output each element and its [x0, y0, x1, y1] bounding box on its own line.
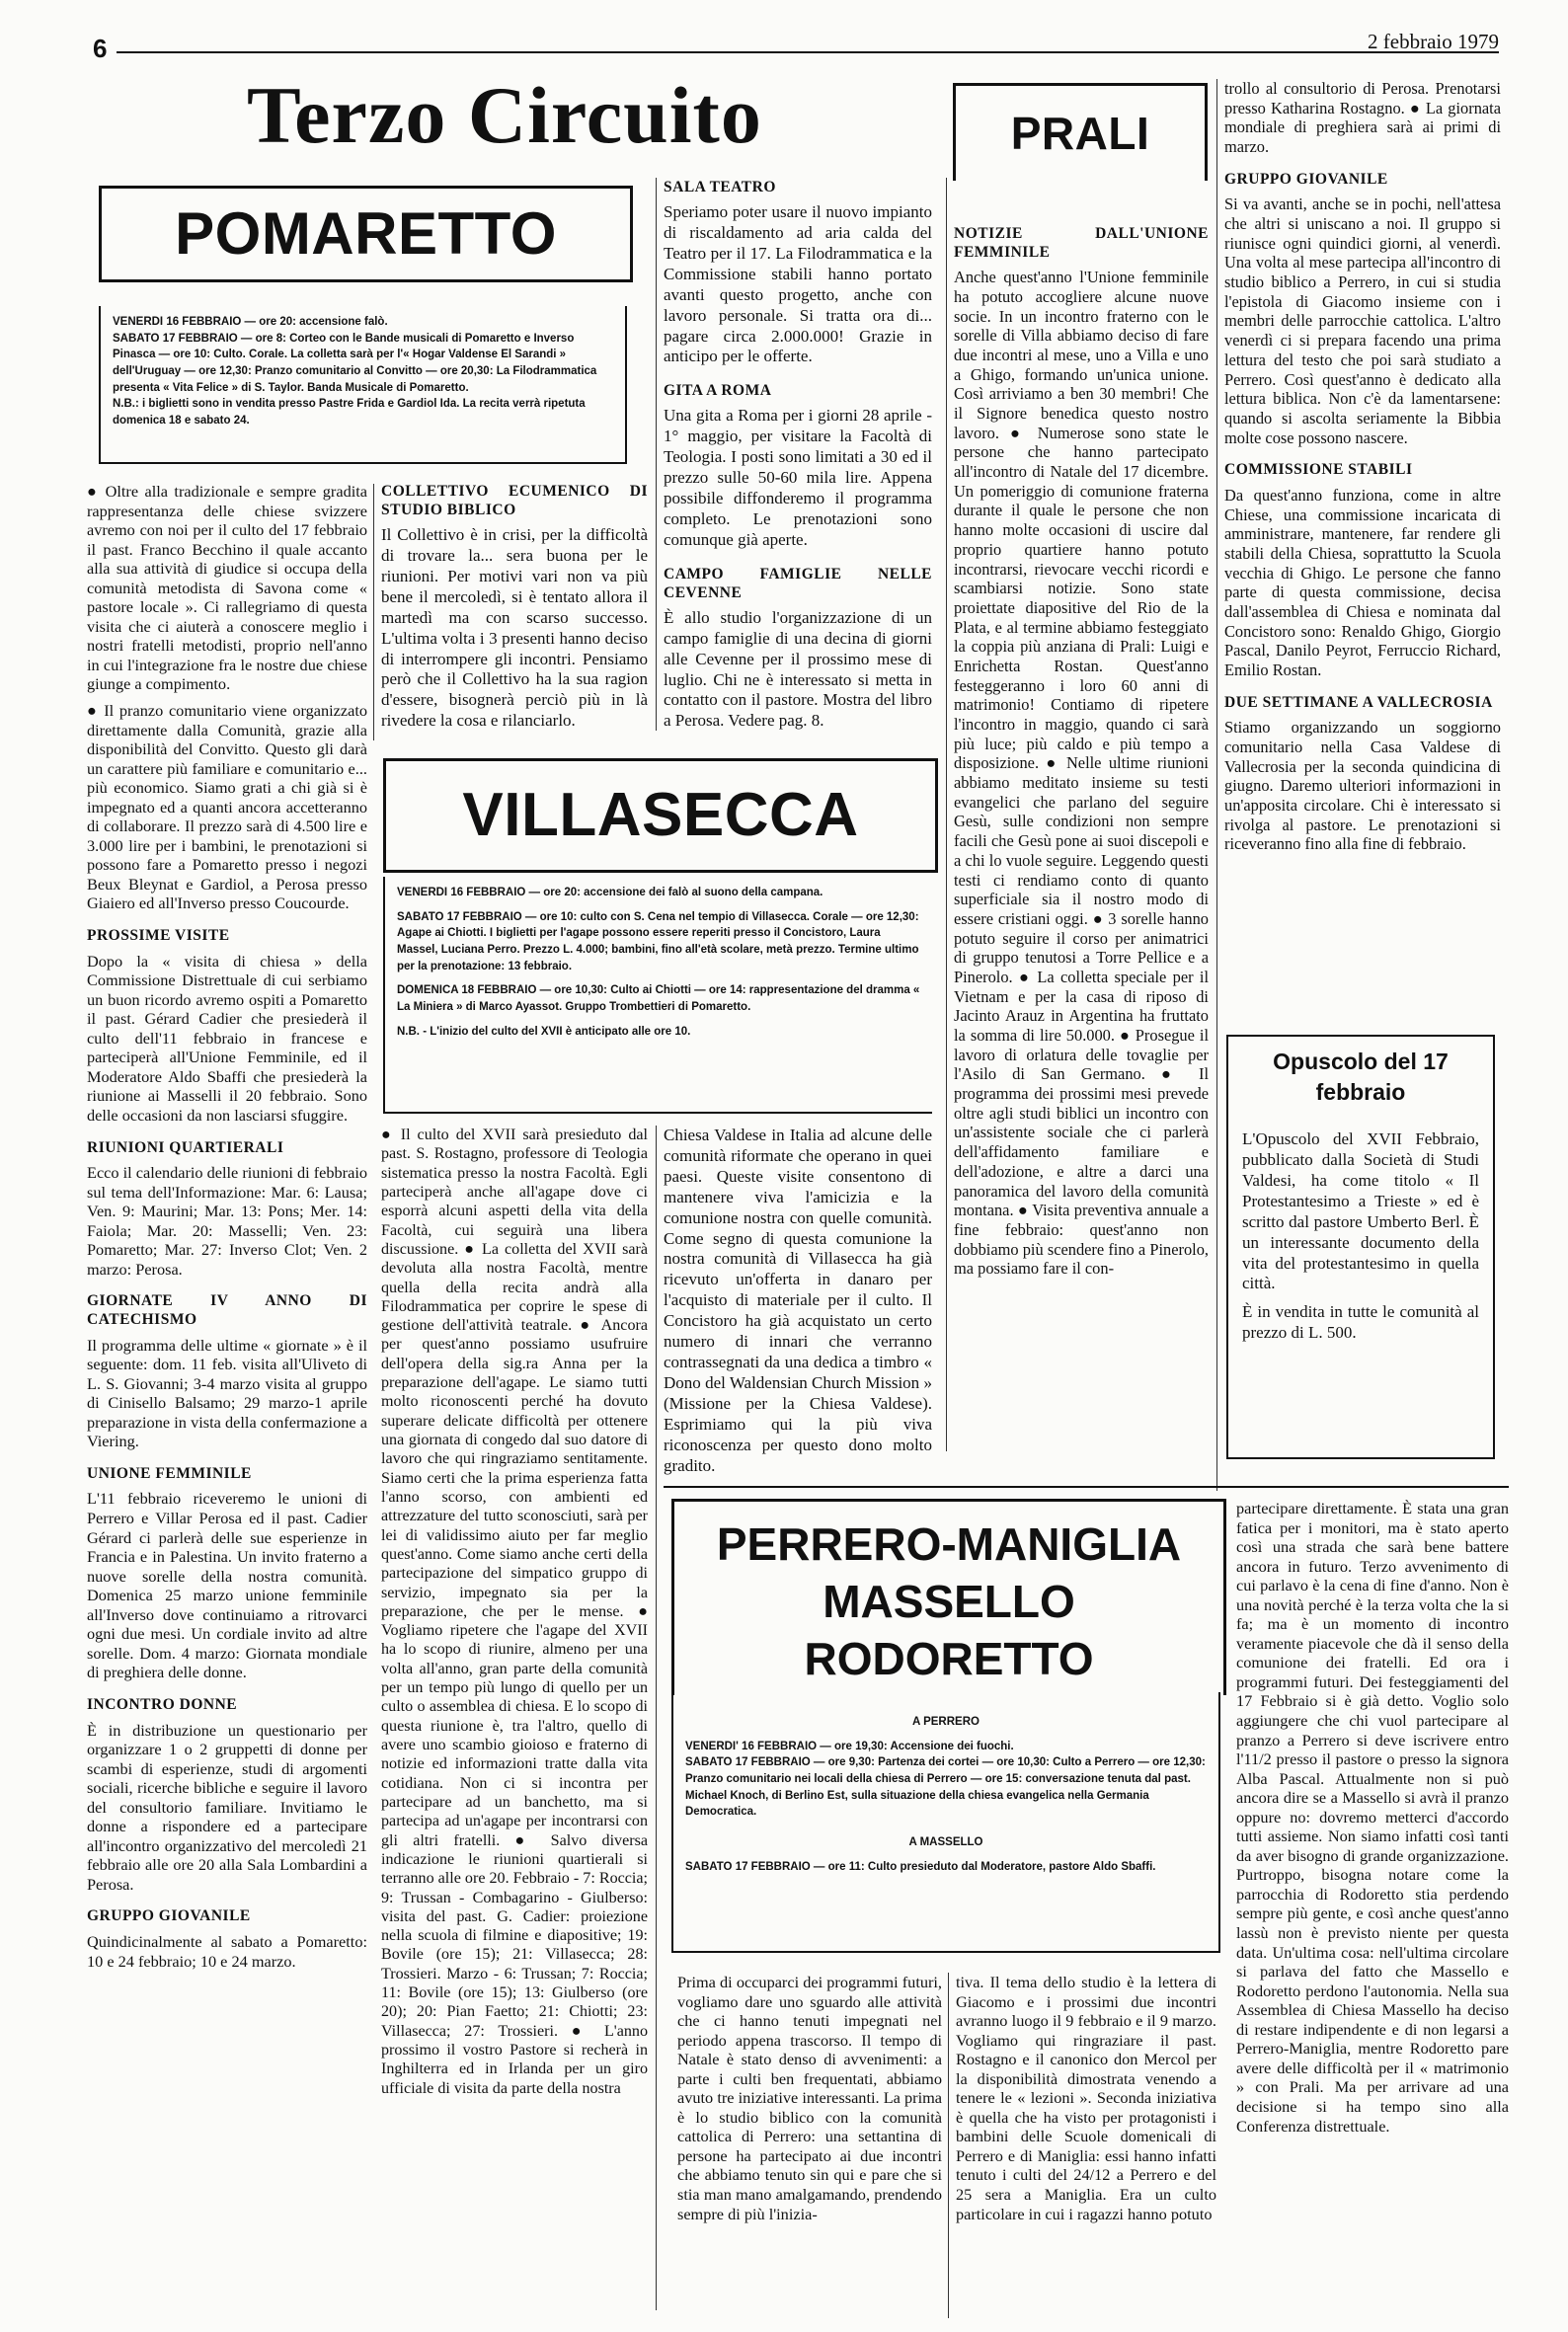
opuscolo-text: L'Opuscolo del XVII Febbraio, pubblicato dalla Società di Studi Valdesi, ha come titolo « Il Protestantesimo a Trieste » ed è scritto dal pastore Umberto Berl. È un interessante documento della vita del protestantesimo in quella città.	[1242, 1129, 1479, 1293]
article-paragraph: ● Il pranzo comunitario viene organizzato direttamente dalla Comunità, grazie alla disponibilità del Convitto. Questo gli darà un carattere più familiare e comunitario e... più economico. Siamo grati a chi già si è impegnato ed a quanti ancora accetteranno di collaborare. Il prezzo sarà di 4.500 lire e 3.000 lire per i bambini, le prenotazioni si possono fare a Pomaretto presso i negozi Beux Bleynat e Gardiol, a Perosa presso Giaiero ed all'Inverso presso Coucourde.	[87, 701, 367, 913]
article-paragraph: È in distribuzione un questionario per organizzare 1 o 2 gruppetti di donne per scambi di esperienze, studi di argomenti sociali, ricerche bibliche e seguire il lavoro del consultorio familiare. Invitiamo le donne a rispondere ed a partecipare all'incontro organizzativo del mercoledì 21 febbraio alle ore 20 alla Sala Lombardini a Perosa.	[87, 1720, 367, 1894]
pomaretto-schedule	[99, 306, 627, 464]
section-heading: CAMPO FAMIGLIE NELLE CEVENNE	[664, 565, 932, 601]
perrero-title-box	[671, 1499, 1226, 1695]
article-paragraph: Una gita a Roma per i giorni 28 aprile - 1° maggio, per visitare la Facoltà di Teologia. I posti sono limitati a 30 ed il prezzo sulle 50-60 mila lire. Appena possibile diffonderemo il programma completo. Le prenotazioni sono comunque già aperte.	[664, 406, 932, 549]
opuscolo-title: Opuscolo del 17 febbraio	[1273, 1049, 1449, 1106]
pomaretto-title-box	[99, 186, 633, 282]
schedule-line: VENERDI 16 FEBBRAIO — ore 20: accensione dei falò al suono della campana.	[397, 887, 823, 898]
article-paragraph: Prima di occuparci dei programmi futuri, vogliamo dare uno sguardo alle attività che ci hanno tenuti impegnati nel periodo appena trascorso. Il tempo di Natale è stato denso di avvenimenti: a parte i culti ben frequentati, abbiamo avuto tre iniziative interessanti. La prima è lo studio biblico con la comunità cattolica di Perrero: una settantina di persone ha partecipato ai due incontri che abbiamo tenuto sin qui e pare che si stia man mano amalgamando, prendendo sempre di più l'inizia-	[677, 1973, 942, 2223]
article-paragraph: tiva. Il tema dello studio è la lettera di Giacomo e i prossimi due incontri avranno luogo il 9 febbraio e il 9 marzo. Vogliamo qui ringraziare il past. Rostagno e il canonico don Mercol per la disponibilità dimostrata venendo a tenere le « lezioni ». Seconda iniziativa è quella che ha visto per protagonisti i bambini delle Scuole domenicali di Perrero e di Maniglia: essi hanno infatti tenuto i culti del 24/12 a Perrero e del 25 sera a Maniglia. Era un culto particolare in cui i ragazzi hanno potuto	[956, 1973, 1216, 2223]
column-divider	[1216, 79, 1217, 1491]
article-paragraph: Dopo la « visita di chiesa » della Commissione Distrettuale di cui serbiamo un buon ricordo avremo ospiti a Pomaretto il past. Gérard Cadier che presiederà il culto dell'11 febbraio in francese e parteciperà all'Unione Femminile, ed il Moderatore Aldo Sbaffi che presiederà la riunione ai Masselli il 20 febbraio. Sono delle occasioni da non lasciarsi sfuggire.	[87, 951, 367, 1125]
article-paragraph: Da quest'anno funziona, come in altre Chiese, una commissione incaricata di amministrare, mantenere, far rendere gli stabili della Chiesa, soprattutto la Scuola vecchia di Ghigo. Le persone che fanno parte di questa commissione, decisa dall'assemblea di Chiesa e nominata dal Concistoro sono: Renaldo Ghigo, Giorgio Pascal, Danilo Peyrot, Ferruccio Richard, Emilio Rostan.	[1224, 485, 1501, 680]
section-heading: GITA A ROMA	[664, 382, 772, 400]
article-paragraph: L'11 febbraio riceveremo le unioni di Perrero e Villar Perosa ed il past. Cadier Gérard ci parlerà delle sue esperienze in Francia e in Palestina. Un invito fraterno a nuove sorelle della nostra comunità. Domenica 25 marzo unione femminile all'Inverso dove continuiamo a ritrovarci ogni due mesi. Un cordiale invito ad altre sorelle. Dom. 4 marzo: Giornata mondiale di preghiera delle donne.	[87, 1489, 367, 1682]
article-paragraph: Il programma delle ultime « giornate » è il seguente: dom. 11 feb. visita all'Uliveto di L. S. Giovanni; 3-4 marzo visita al gruppo di Cinisello Balsamo; 29 marzo-1 aprile preparazione in vista della confermazione a Viering.	[87, 1335, 367, 1451]
schedule-line: SABATO 17 FEBBRAIO — ore 9,30: Partenza dei cortei — ore 10,30: Culto a Perrero — ore 12,30: Pranzo comunitario nei locali della chiesa di Perrero — ore 15: conversazione tenuta dal past. Michael Knoch, di Berlino Est, sulla situazione della chiesa evangelica nella Germania Democratica.	[685, 1756, 1206, 1819]
villasecca-column-1	[381, 1126, 648, 2325]
column-divider	[373, 484, 374, 740]
article-paragraph: trollo al consultorio di Perosa. Prenotarsi presso Katharina Rostagno. ● La giornata mondiale di preghiera sarà ai primi di marzo.	[1224, 79, 1501, 157]
schedule-line: VENERDI 16 FEBBRAIO — ore 20: accensione falò.	[113, 316, 388, 328]
opuscolo-box	[1226, 1035, 1495, 1459]
perrero-column-3	[1236, 1499, 1509, 2328]
page-number: 6	[93, 34, 108, 63]
villasecca-title: VILLASECCA	[462, 781, 859, 849]
section-heading: GRUPPO GIOVANILE	[1224, 170, 1388, 188]
article-paragraph: Speriamo poter usare il nuovo impianto di riscaldamento ad aria calda del Teatro per il 17. La Filodrammatica e la Commissione stabili hanno portato avanti questo progetto, anche con lavoro personale. Si tratta ora di... pagare circa 2.000.000! Grazie in anticipo per le offerte.	[664, 202, 932, 366]
issue-date: 2 febbraio 1979	[1368, 30, 1499, 53]
section-heading: UNIONE FEMMINILE	[87, 1464, 252, 1482]
pomaretto-column-3	[664, 178, 932, 738]
villasecca-schedule	[383, 877, 932, 1114]
header-rule	[117, 51, 1499, 53]
schedule-line: SABATO 17 FEBBRAIO — ore 8: Corteo con le Bande musicali di Pomaretto e Inverso Pinasca — ore 10: Culto. Corale. La colletta sarà per l'« Hogar Valdense El Sarandi » dell'Uruguay — ore 12,30: Pranzo comunitario al Convitto — ore 20,30: La Filodrammatica presenta « Vita Felice » di S. Taylor. Banda Musicale di Pomaretto.	[113, 332, 597, 394]
page-title: Terzo Circuito	[247, 70, 762, 160]
section-heading: PROSSIME VISITE	[87, 927, 230, 945]
section-heading: GRUPPO GIOVANILE	[87, 1907, 251, 1925]
schedule-line: DOMENICA 18 FEBBRAIO — ore 10,30: Culto ai Chiotti — ore 14: rappresentazione del dramma « La Miniera » di Marco Ayassot. Gruppo Trombettieri di Pomaretto.	[397, 984, 920, 1014]
massello-schedule-heading: A MASSELLO	[908, 1836, 983, 1849]
prali-column-2	[1224, 79, 1501, 997]
section-heading: DUE SETTIMANE A VALLECROSIA	[1224, 693, 1493, 711]
perrero-column-2	[956, 1973, 1216, 2328]
article-paragraph: Quindicinalmente al sabato a Pomaretto: 10 e 24 febbraio; 10 e 24 marzo.	[87, 1932, 367, 1971]
section-rule	[664, 1486, 1509, 1488]
article-paragraph: Si va avanti, anche se in pochi, nell'attesa che altri si uniscano a noi. Il gruppo si riunisce ogni quindici giorni, al venerdì. Una volta al mese partecipa all'incontro di studio biblico a Perrero, in cui si studia l'epistola di Giacomo insieme con i membri delle parrocchie cattolica. L'altro venerdì ci si prepara facendo una prima lettura del testo che poi sarà studiato a Perrero. Così quest'anno è dedicato alla lettura biblica. Non c'è da lamentarsene: quando si ascolta seriamente la Bibbia molte cose possono nascere.	[1224, 194, 1501, 447]
section-heading: RIUNIONI QUARTIERALI	[87, 1138, 284, 1156]
column-divider	[946, 178, 947, 1451]
pomaretto-column-1	[87, 482, 367, 2328]
schedule-line: VENERDI' 16 FEBBRAIO — ore 19,30: Accensione dei fuochi.	[685, 1740, 1014, 1752]
column-divider	[656, 1126, 657, 2310]
article-paragraph: partecipare direttamente. È stata una gran fatica per i monitori, ma è stato aperto così una strada che sarà bene battere ancora in futuro. Terzo avvenimento di cui parlavo è la cena di fine d'anno. Non è una novità perché è la terza volta che la si fa; ma è un momento di incontro veramente piacevole che dà il senso della comunione dei fratelli. Ed ora i programmi futuri. Dei festeggiamenti del 17 Febbraio si è già detto. Voglio solo aggiungere che chi vuol partecipare al pranzo a Perrero si deve iscrivere entro l'11/2 presso il pastore o presso la signora Alba Pascal. Attualmente non si può ancora dire se a Massello si avrà il pranzo oppure no: dovremo metterci d'accordo tutti assieme. Non siamo infatti così tanti da aver bisogno di grande organizzazione. Purtroppo, bisogna notare come la parrocchia di Rodoretto stia perdendo sempre più gente, e così anche quest'anno lassù non è previsto niente per questa data. Un'ultima cosa: nell'ultima circolare si parlava del fatto che Massello e Rodoretto perdono l'autonomia. Nella sua Assemblea di Chiesa Massello ha deciso di restare indipendente e di non legarsi a Perrero-Maniglia, mentre Rodoretto pare avere delle difficoltà per il « matrimonio » con Prali. Ma per arrivare ad una decisione si ha tempo sino alla Conferenza distrettuale.	[1236, 1499, 1509, 2136]
perrero-column-1	[677, 1973, 942, 2328]
schedule-line: SABATO 17 FEBBRAIO — ore 11: Culto presieduto dal Moderatore, pastore Aldo Sbaffi.	[685, 1860, 1156, 1873]
article-paragraph: Anche quest'anno l'Unione femminile ha potuto accogliere alcune nuove socie. In un incontro fraterno con le sorelle di Villa abbiamo deciso di fare due incontri al mese, uno a Villa e uno a Ghigo, formando un'unica unione. Così arriviamo a ben 30 membri! Che il Signore benedica questo nostro lavoro. ● Numerose sono state le persone che hanno partecipato all'incontro di Natale del 17 dicembre. Un pomeriggio di comunione fraterna durante il quale le persone che non hanno molte occasioni di uscire dal proprio quartiere hanno potuto incontrarsi, rievocare vecchi ricordi e scambiarsi notizie. Sono state proiettate diapositive del Rio de la Plata, e al termine abbiamo festeggiato la coppia più anziana di Prali: Luigi e Enrichetta Rostan. Quest'anno festeggeranno i loro 60 anni di matrimonio! Contiamo di ripetere l'incontro in maggio, quando ci sarà più luce; più caldo e più tempo a disposizione. ● Nelle ultime riunioni abbiamo meditato insieme su testi evangelici che parlano del seguire Gesù, sulle condizioni non sempre facili che Gesù pone ai suoi discepoli e a chi lo vuole seguire. Leggendo questi testi ci rendiamo conto di quanto superficiale sia il nostro modo di essere cristiani oggi. ● 3 sorelle hanno potuto seguire il corso per animatrici di gruppo tenutosi a Torre Pellice e a Pinerolo. ● La colletta speciale per il Vietnam e per la casa di riposo di Jacinto Arauz in Argentina ha fruttato la somma di lire 50.000. ● Prosegue il lavoro di orlatura delle tovaglie per l'Asilo di San Germano. ● Il programma dei prossimi mesi prevede oltre agli studi biblici un incontro con un'assistente sociale che ci parlerà dell'affidamento familiare e dell'adozione, e altre a darci una panoramica del lavoro della comunità montana. ● Visita preventiva annuale a fine febbraio: quest'anno non dobbiamo più scendere fino a Pinerolo, ma possiamo fare il con-	[954, 268, 1209, 1279]
section-heading: GIORNATE IV ANNO DI CATECHISMO	[87, 1292, 367, 1329]
article-paragraph: ● Oltre alla tradizionale e sempre gradita rappresentanza delle chiese svizzere avremo con noi per il culto del 17 febbraio il past. Franco Becchino il quale accanto alla sua attività di giudice si occupa della comunità metodista di Savona come « pastore locale ». Ci rallegriamo di questa visita che ci aiuterà a conoscere meglio i nostri fratelli metodisti, proprio nell'anno in cui l'integrazione fra le nostre due chiese giunge a compimento.	[87, 482, 367, 694]
perrero-schedule	[671, 1692, 1220, 1953]
section-heading: NOTIZIE DALL'UNIONE FEMMINILE	[954, 225, 1209, 261]
article-paragraph: Chiesa Valdese in Italia ad alcune delle comunità riformate che operano in quei paesi. Queste visite consentono di mantenere viva l'amicizia e la comunione nostra con quelle comunità. Come segno di questa comunione la nostra comunità di Villasecca ha già ricevuto un'offerta in danaro per l'acquisto di materiale per il culto. Il Concistoro ha già acquistato un certo numero di innari che verranno contrassegnati da una dedica a timbro « Dono del Waldensian Church Mission » (Missione per la Chiesa Valdese). Esprimiamo qui la più viva riconoscenza per questo dono molto gradito.	[664, 1126, 932, 1475]
section-heading: INCONTRO DONNE	[87, 1695, 238, 1713]
prali-title-box	[953, 83, 1208, 181]
prali-title: PRALI	[1010, 108, 1150, 159]
villasecca-column-2	[664, 1126, 932, 1483]
massello-title: MASSELLO	[823, 1576, 1075, 1627]
opuscolo-text: È in vendita in tutte le comunità al prezzo di L. 500.	[1242, 1302, 1479, 1343]
article-paragraph: Il Collettivo è in crisi, per la difficoltà di trovare la... sera buona per le riunioni. Per motivi vari non va più bene il mercoledì, si è tentato allora il martedì ma con scarso successo. L'ultima volta i 3 presenti hanno deciso di interrompere gli incontri. Pensiamo però che il Collettivo ha la sua ragion d'essere, bisognerà perciò più in là rivedere la cosa e rilanciarlo.	[381, 525, 648, 731]
column-divider	[656, 178, 657, 731]
villasecca-title-box	[383, 758, 938, 873]
article-paragraph: È allo studio l'organizzazione di un campo famiglie di una decina di giorni alle Cevenne per il prossimo mese di luglio. Chi ne è interessato si metta in contatto con il pastore. Mostra del libro a Perosa. Vedere pag. 8.	[664, 607, 932, 731]
article-paragraph: Stiamo organizzando un soggiorno comunitario nella Casa Valdese di Vallecrosia per la seconda quindicina di giugno. Daremo ulteriori informazioni in un'apposita circolare. Chi è interessato si rivolga al pastore. Le prenotazioni si riceveranno fino alla fine di febbraio.	[1224, 718, 1501, 854]
article-paragraph: ● Il culto del XVII sarà presieduto dal past. S. Rostagno, professore di Teologia sistematica presso la nostra Facoltà. Egli parteciperà anche all'agape dove ci esporrà alcuni aspetti della vita della Facoltà, cui seguirà una libera discussione. ● La colletta del XVII sarà devoluta alla nostra Facoltà, mentre quella della recita andrà alla Filodrammatica per coprire le spese di gestione dell'attività teatrale. ● Ancora per quest'anno possiamo usufruire dell'opera della sig.ra Anna per la preparazione dell'agape. Le siamo tutti molto riconoscenti perché ha dovuto superare delicate difficoltà per ottenere una giornata di congedo dal suo datore di lavoro che qui ringraziamo sentitamente. Siamo certi che la prima esperienza fatta l'anno scorso, con ambienti ed attrezzature del tutto sconosciuti, sarà per lei di validissimo aiuto per far meglio quest'anno. Come siamo anche certi della partecipazione del simpatico gruppo di servizio, impegnato sia per la preparazione, che per le mense. ● Vogliamo ripetere che l'agape del XVII ha lo scopo di riunire, almeno per una volta all'anno, gran parte della comunità per un tempo più lungo di quello per un culto o assemblea di chiesa. E lo scopo di questa riunione è, tra l'altro, quello di avere uno scambio gioioso e fraterno di notizie ed informazioni tratte dalla vita cotidiana. Non ci si incontra per partecipare ad un banchetto, ma si partecipa ad un'agape per incontrarsi con gli altri fratelli. ● Salvo diversa indicazione le riunioni quartierali si terranno alle ore 20. Febbraio - 7: Roccia; 9: Trussan - Combagarino - Giulberso: visita del past. G. Cadier: proiezione nella scuola di filmine e diapositive; 19: Bovile (ore 15); 21: Villasecca; 28: Trossieri. Marzo - 6: Trussan; 7: Roccia; 11: Bovile (ore 15); 13: Giulberso (ore 20); 20: Pian Faetto; 21: Chiotti; 23: Villasecca; 27: Trossieri. ● L'anno prossimo il vostro Pastore si recherà in Inghilterra ed in Irlanda per un giro ufficiale di visita da parte della nostra	[381, 1127, 648, 2097]
section-heading: SALA TEATRO	[664, 179, 776, 195]
perrero-title: PERRERO-MANIGLIA	[716, 1518, 1182, 1570]
schedule-line: N.B.: i biglietti sono in vendita presso Pastre Frida e Gardiol Ida. La recita verrà ripetuta domenica 18 e sabato 24.	[113, 398, 586, 428]
pomaretto-column-2	[381, 482, 648, 738]
rodoretto-title: RODORETTO	[804, 1633, 1094, 1684]
schedule-line: N.B. - L'inizio del culto del XVII è anticipato alle ore 10.	[397, 1025, 691, 1038]
section-heading: COLLETTIVO ECUMENICO DI STUDIO BIBLICO	[381, 483, 648, 519]
section-heading: COMMISSIONE STABILI	[1224, 461, 1413, 479]
prali-column-1	[954, 225, 1209, 1459]
perrero-schedule-heading: A PERRERO	[912, 1716, 980, 1728]
article-paragraph: Ecco il calendario delle riunioni di febbraio sul tema dell'Informazione: Mar. 6: Lausa; Ven. 9: Maurini; Mar. 13: Pons; Mer. 14: Faiola; Mar. 20: Masselli; Ven. 23: Pomaretto; Mar. 27: Inverso Clot; Ven. 2 marzo: Perosa.	[87, 1163, 367, 1279]
schedule-line: SABATO 17 FEBBRAIO — ore 10: culto con S. Cena nel tempio di Villasecca. Corale — ore 12,30: Agape ai Chiotti. I biglietti per l'agape possono essere reperiti presso il Concistoro, Laura Massel, Luciana Perro. Prezzo L. 4.000; bambini, fino all'età scolare, metà prezzo. Termine ultimo per la prenotazione: 13 febbraio.	[397, 910, 919, 972]
pomaretto-title: POMARETTO	[175, 200, 557, 267]
column-divider	[948, 1973, 949, 2318]
